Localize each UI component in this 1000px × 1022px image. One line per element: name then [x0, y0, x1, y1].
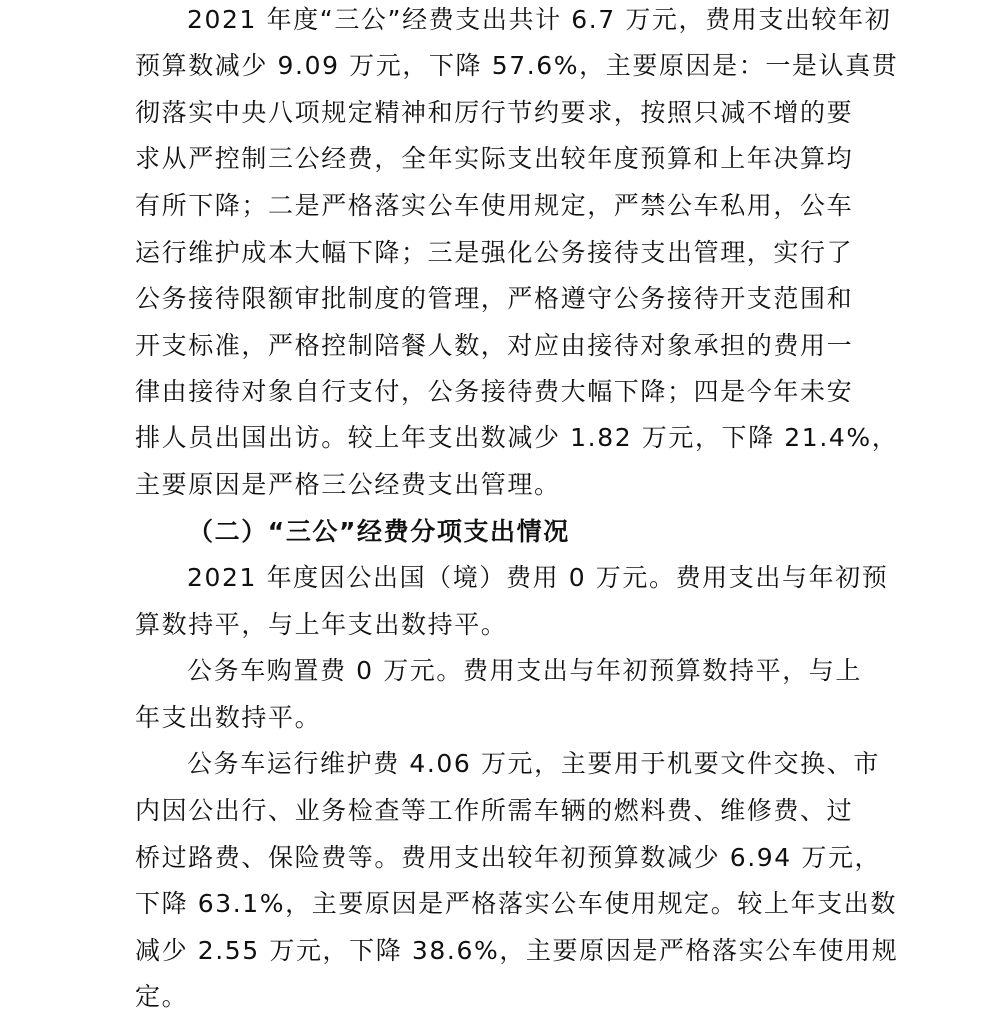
paragraph-1-line-8: 开支标准，严格控制陪餐人数，对应由接待对象承担的费用一 — [135, 331, 854, 360]
paragraph-3-line-1: 公务车购置费 0 万元。费用支出与年初预算数持平，与上 — [187, 656, 863, 685]
paragraph-1-line-11: 主要原因是严格三公经费支出管理。 — [135, 470, 561, 499]
paragraph-4-line-6: 定。 — [135, 982, 189, 1011]
paragraph-1-line-1: 2021 年度“三公”经费支出共计 6.7 万元，费用支出较年初 — [187, 5, 892, 34]
paragraph-2-line-2: 算数持平，与上年支出数持平。 — [135, 610, 508, 639]
paragraph-1-line-2: 预算数减少 9.09 万元，下降 57.6%，主要原因是：一是认真贯 — [135, 51, 899, 80]
paragraph-1-line-5: 有所下降；二是严格落实公车使用规定，严禁公车私用，公车 — [135, 191, 854, 220]
paragraph-3-line-2: 年支出数持平。 — [135, 703, 322, 732]
paragraph-4-line-4: 下降 63.1%，主要原因是严格落实公车使用规定。较上年支出数 — [135, 889, 897, 918]
paragraph-2-line-1: 2021 年度因公出国（境）费用 0 万元。费用支出与年初预 — [187, 563, 889, 592]
paragraph-1-line-7: 公务接待限额审批制度的管理，严格遵守公务接待开支范围和 — [135, 284, 854, 313]
paragraph-4-line-5: 减少 2.55 万元，下降 38.6%，主要原因是严格落实公车使用规 — [135, 936, 899, 965]
paragraph-1-line-6: 运行维护成本大幅下降；三是强化公务接待支出管理，实行了 — [135, 238, 854, 267]
paragraph-1-line-4: 求从严控制三公经费，全年实际支出较年度预算和上年决算均 — [135, 144, 854, 173]
section-heading: （二）“三公”经费分项支出情况 — [188, 517, 570, 546]
paragraph-4-line-2: 内因公出行、业务检查等工作所需车辆的燃料费、维修费、过 — [135, 796, 854, 825]
paragraph-4-line-1: 公务车运行维护费 4.06 万元，主要用于机要文件交换、市 — [187, 749, 880, 778]
paragraph-4-line-3: 桥过路费、保险费等。费用支出较年初预算数减少 6.94 万元， — [135, 843, 882, 872]
paragraph-1-line-9: 律由接待对象自行支付，公务接待费大幅下降；四是今年未安 — [135, 377, 854, 406]
paragraph-1-line-3: 彻落实中央八项规定精神和厉行节约要求，按照只减不增的要 — [135, 98, 854, 127]
paragraph-1-line-10: 排人员出国出访。较上年支出数减少 1.82 万元，下降 21.4%， — [135, 423, 899, 452]
